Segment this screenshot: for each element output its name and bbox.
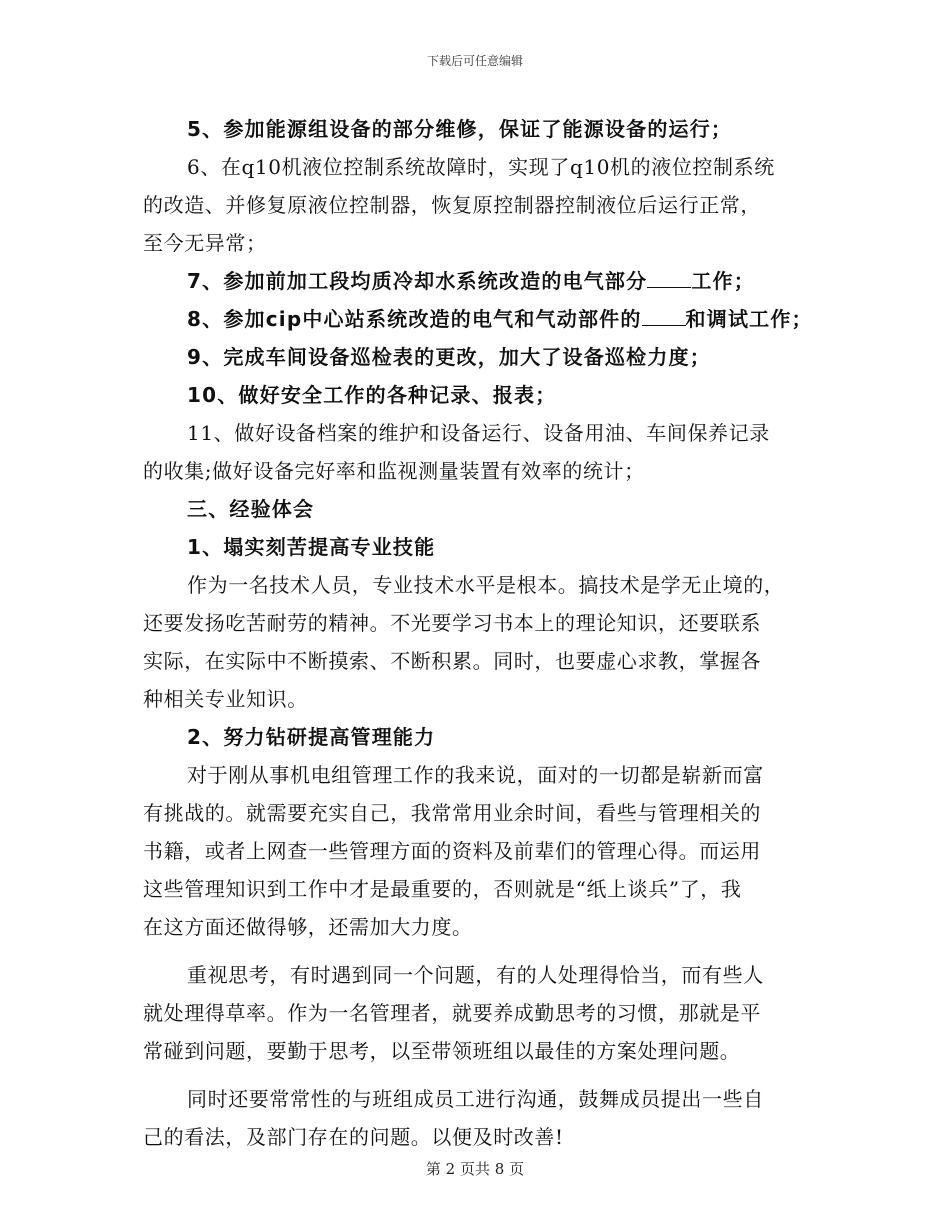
page-number-footer: 第 2 页共 8 页 [425, 1160, 525, 1178]
item-6 [143, 148, 808, 262]
item-11-line-2: 的收集;做好设备完好率和监视测量装置有效率的统计； [143, 459, 645, 483]
subsection-2-paragraph-3 [143, 1080, 808, 1156]
subsection-1-paragraph [143, 566, 808, 718]
paragraph-line: 就处理得草率。作为一名管理者，就要养成勤思考的习惯，那就是平 [143, 1001, 761, 1025]
paragraph-line: 还要发扬吃苦耐劳的精神。不光要学习书本上的理论知识，还要联系 [143, 611, 761, 635]
section-3-heading: 三、经验体会 [187, 497, 315, 521]
item-11-line-1: 11、做好设备档案的维护和设备运行、设备用油、车间保养记录 [187, 421, 770, 445]
paragraph-line: 重视思考，有时遇到同一个问题，有的人处理得恰当，而有些人 [187, 963, 764, 987]
paragraph-line: 同时还要常常性的与班组成员工进行沟通，鼓舞成员提出一些自 [187, 1087, 764, 1111]
item-7-blank [647, 269, 691, 288]
item-7-tail: 工作； [691, 269, 755, 293]
item-11 [143, 414, 808, 490]
paragraph-line: 作为一名技术人员，专业技术水平是根本。搞技术是学无止境的， [187, 573, 785, 597]
item-8-text: 8、参加cip中心站系统改造的电气和气动部件的 [187, 307, 642, 331]
paragraph-line: 对于刚从事机电组管理工作的我来说，面对的一切都是崭新而富 [187, 763, 764, 787]
item-9: 9、完成车间设备巡检表的更改，加大了设备巡检力度； [187, 345, 711, 369]
paragraph-line: 实际，在实际中不断摸索、不断积累。同时，也要虚心求教，掌握各 [143, 649, 761, 673]
item-8-blank [642, 307, 686, 326]
item-6-line-2: 的改造、并修复原液位控制器，恢复原控制器控制液位后运行正常， [143, 193, 761, 217]
paragraph-line: 常碰到问题，要勤于思考，以至带领班组以最佳的方案处理问题。 [143, 1039, 741, 1063]
item-7-text: 7、参加前加工段均质冷却水系统改造的电气部分 [187, 269, 648, 293]
paragraph-line: 这些管理知识到工作中才是最重要的，否则就是“纸上谈兵”了，我 [143, 877, 742, 901]
item-8 [143, 300, 813, 338]
paragraph-line: 书籍，或者上网查一些管理方面的资料及前辈们的管理心得。而运用 [143, 839, 761, 863]
subsection-2-paragraph-2 [143, 956, 808, 1070]
item-7 [143, 262, 808, 300]
item-5: 5、参加能源组设备的部分维修，保证了能源设备的运行； [187, 117, 733, 141]
paragraph-line: 己的看法，及部门存在的问题。以便及时改善! [143, 1125, 564, 1149]
subsection-2-heading: 2、努力钻研提高管理能力 [187, 725, 436, 749]
item-10: 10、做好安全工作的各种记录、报表； [187, 383, 557, 407]
page-header: 下载后可任意编辑 [426, 54, 523, 68]
subsection-1-heading: 1、塌实刻苦提高专业技能 [187, 535, 436, 559]
item-6-line-1: 6、在q10机液位控制系统故障时，实现了q10机的液位控制系统 [187, 155, 775, 179]
paragraph-line: 种相关专业知识。 [143, 687, 308, 711]
paragraph-line: 有挑战的。就需要充实自己，我常常用业余时间，看些与管理相关的 [143, 801, 761, 825]
paragraph-line: 在这方面还做得够，还需加大力度。 [143, 915, 473, 939]
item-6-line-3: 至今无异常； [143, 231, 267, 255]
item-8-tail: 和调试工作； [685, 307, 813, 331]
document-body [143, 110, 813, 1156]
subsection-2-paragraph-1 [143, 756, 808, 946]
